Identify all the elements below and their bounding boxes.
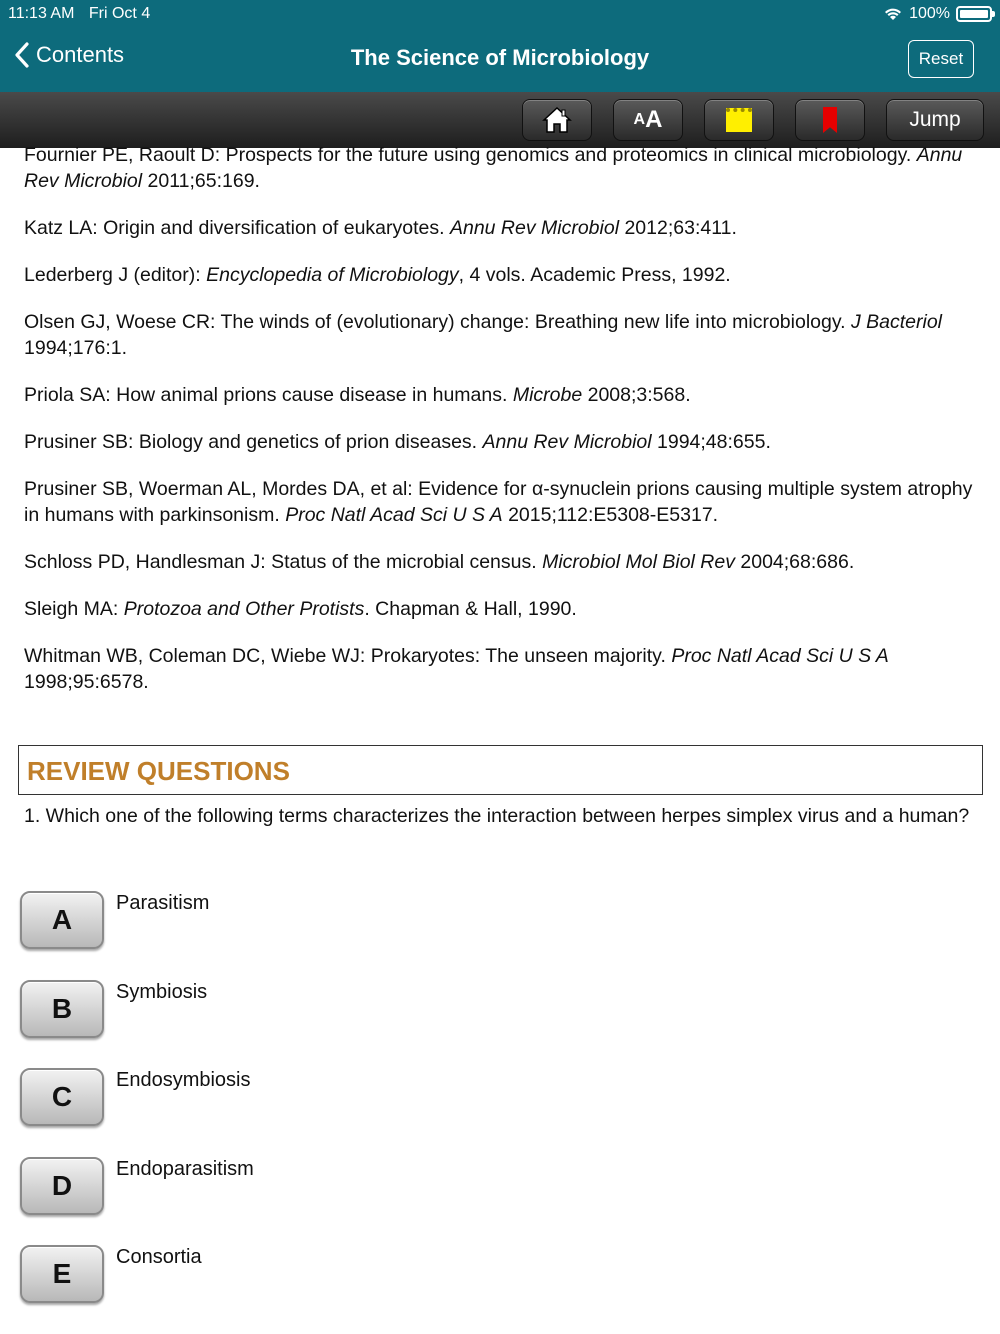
jump-button[interactable]: Jump	[886, 99, 984, 141]
references-list	[24, 144, 976, 716]
reference-item: Priola SA: How animal prions cause disease in humans. Microbe 2008;3:568.	[24, 384, 691, 406]
bookmark-button[interactable]	[795, 99, 865, 141]
page-title: The Science of Microbiology	[350, 45, 650, 70]
answer-button-a[interactable]: A	[20, 891, 104, 949]
reference-item: Sleigh MA: Protozoa and Other Protists. Chapman & Hall, 1990.	[24, 598, 577, 620]
status-bar	[8, 4, 992, 24]
notes-button[interactable]	[704, 99, 774, 141]
reader-toolbar	[0, 92, 1000, 148]
reset-button[interactable]: Reset	[908, 40, 974, 78]
battery-icon	[956, 6, 992, 22]
reference-item: Katz LA: Origin and diversification of eukaryotes. Annu Rev Microbiol 2012;63:411.	[24, 217, 737, 239]
answer-option-d	[20, 1157, 620, 1217]
reference-item: Schloss PD, Handlesman J: Status of the microbial census. Microbiol Mol Biol Rev 2004;68:686.	[24, 551, 855, 573]
answer-option-c	[20, 1068, 620, 1128]
question-text: 1. Which one of the following terms characterizes the interaction between herpes simplex virus and a human?	[24, 805, 970, 827]
reference-item: Fournier PE, Raoult D: Prospects for the future using genomics and proteomics in clinical microbiology. Annu Rev Microbiol 2011;65:169.	[24, 144, 963, 192]
answer-button-e[interactable]: E	[20, 1245, 104, 1303]
font-big-letter: A	[645, 106, 663, 133]
status-date: Fri Oct 4	[88, 5, 151, 22]
bookmark-icon	[823, 107, 837, 133]
chevron-left-icon	[14, 42, 30, 68]
font-small-letter: A	[633, 111, 646, 128]
answer-label-e: Consortia	[116, 1246, 202, 1268]
review-questions-header	[18, 745, 983, 795]
answer-button-d[interactable]: D	[20, 1157, 104, 1215]
note-icon	[726, 108, 752, 132]
answer-label-d: Endoparasitism	[116, 1158, 254, 1180]
top-navigation-bar	[0, 0, 1000, 92]
answer-button-c[interactable]: C	[20, 1068, 104, 1126]
reference-item: Olsen GJ, Woese CR: The winds of (evolutionary) change: Breathing new life into microbiology. J Bacteriol 1994;176:1.	[24, 311, 943, 359]
status-time: 11:13 AM	[8, 5, 75, 22]
home-button[interactable]	[522, 99, 592, 141]
reference-item: Whitman WB, Coleman DC, Wiebe WJ: Prokaryotes: The unseen majority. Proc Natl Acad Sci U S A 1998;95:6578.	[24, 645, 889, 693]
home-icon	[542, 106, 572, 134]
section-heading: REVIEW QUESTIONS	[27, 756, 290, 786]
answer-option-a	[20, 891, 620, 951]
reference-item: Lederberg J (editor): Encyclopedia of Microbiology, 4 vols. Academic Press, 1992.	[24, 264, 731, 286]
answer-label-a: Parasitism	[116, 892, 210, 914]
answer-label-b: Symbiosis	[116, 981, 208, 1003]
status-right	[883, 5, 992, 23]
reference-item: Prusiner SB, Woerman AL, Mordes DA, et al: Evidence for α-synuclein prions causing multiple system atrophy in humans with parkinsonism. Proc Natl Acad Sci U S A 2015;112:E5308-E5317.	[24, 478, 973, 526]
font-size-button[interactable]	[613, 99, 683, 141]
status-left	[8, 5, 160, 23]
battery-percent: 100%	[909, 5, 950, 22]
back-button[interactable]	[14, 42, 124, 68]
answer-option-b	[20, 980, 620, 1040]
answer-label-c: Endosymbiosis	[116, 1069, 251, 1091]
answer-option-e	[20, 1245, 620, 1305]
answer-button-b[interactable]: B	[20, 980, 104, 1038]
back-label: Contents	[36, 42, 125, 67]
battery-fill	[960, 10, 988, 18]
reference-item: Prusiner SB: Biology and genetics of prion diseases. Annu Rev Microbiol 1994;48:655.	[24, 431, 771, 453]
wifi-icon	[883, 7, 903, 21]
